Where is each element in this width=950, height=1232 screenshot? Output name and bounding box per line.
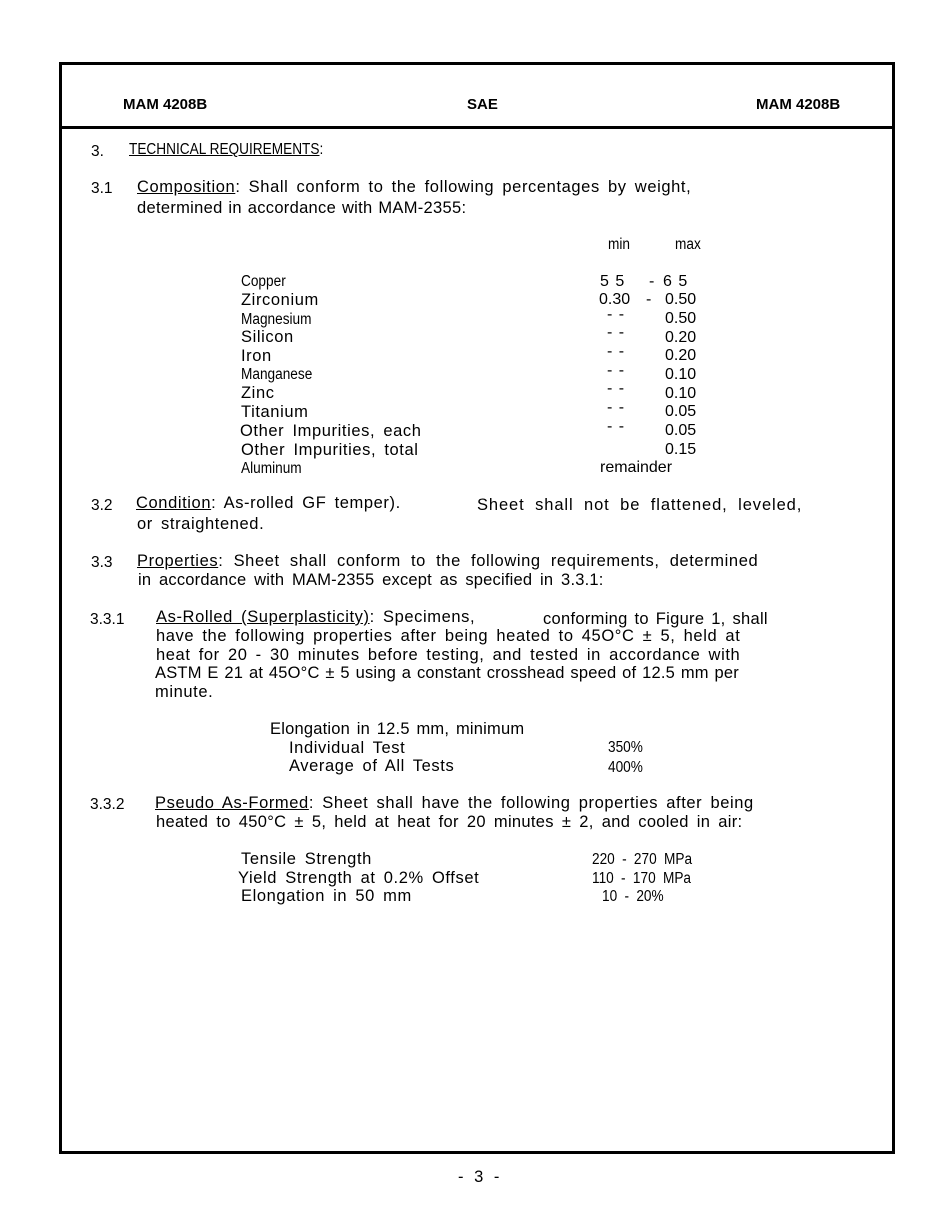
composition-min: - -	[607, 362, 626, 379]
header-doc-id-right: MAM 4208B	[756, 96, 841, 113]
clause-3-2-line1b: Sheet shall not be flattened, leveled,	[477, 496, 803, 514]
clause-3-3-1-number: 3.3.1	[90, 611, 125, 628]
property-row-value: 10 - 20%	[602, 888, 664, 905]
elongation-row-value: 400%	[608, 759, 643, 776]
clause-3-2-heading: Condition	[136, 494, 212, 512]
clause-3-3-2-heading: Pseudo As-Formed	[155, 794, 309, 812]
composition-min: - -	[607, 343, 626, 360]
header-org: SAE	[467, 96, 498, 113]
clause-3-3-text: : Sheet shall conform to the following requirements, determined	[218, 552, 759, 570]
composition-element: Zirconium	[241, 291, 319, 309]
composition-max: 0.05	[665, 422, 697, 439]
elongation-row-label: Individual Test	[289, 739, 406, 757]
composition-element: Magnesium	[241, 311, 312, 328]
composition-min: - -	[607, 418, 626, 435]
clause-3-3-1-line2: have the following properties after being heated to 45O°C ± 5, held at	[156, 627, 741, 645]
composition-sep: -	[646, 291, 652, 308]
header-divider	[59, 126, 895, 129]
composition-max: 6 5	[663, 273, 689, 290]
clause-3-3-line1	[137, 552, 758, 571]
clause-3-3-line2: in accordance with MAM-2355 except as specified in 3.3.1:	[138, 571, 604, 589]
composition-min: - -	[607, 306, 626, 323]
clause-3-3-1-line4: ASTM E 21 at 45O°C ± 5 using a constant crosshead speed of 12.5 mm per	[155, 664, 739, 682]
composition-max: 0.50	[665, 291, 697, 308]
composition-min: 0.30	[599, 291, 631, 308]
composition-element: Other Impurities, total	[241, 441, 419, 459]
clause-3-3-number: 3.3	[91, 554, 113, 571]
section-title-colon: :	[319, 141, 324, 158]
composition-min: remainder	[600, 459, 673, 476]
header-doc-id-left: MAM 4208B	[123, 96, 208, 113]
clause-3-1-text: : Shall conform to the following percentages by weight,	[235, 178, 692, 196]
clause-3-3-1-heading: As-Rolled (Superplasticity)	[156, 608, 370, 626]
composition-element: Other Impurities, each	[240, 422, 422, 440]
clause-3-1-line2: determined in accordance with MAM-2355:	[137, 199, 467, 217]
composition-element: Zinc	[241, 384, 275, 402]
composition-element: Copper	[241, 273, 286, 290]
property-row-label: Elongation in 50 mm	[241, 887, 412, 905]
clause-3-3-1-line1b: conforming to Figure 1, shall	[543, 610, 768, 628]
elongation-row-label: Average of All Tests	[289, 757, 455, 775]
composition-max: 0.50	[665, 310, 697, 327]
clause-3-3-2-text: : Sheet shall have the following properties after being	[308, 794, 754, 812]
clause-3-3-2-line1	[155, 794, 843, 813]
property-row-value: 110 - 170 MPa	[592, 870, 692, 887]
clause-3-1-number: 3.1	[91, 180, 113, 197]
composition-min: - -	[607, 399, 626, 416]
clause-3-3-1-line1a	[156, 608, 475, 627]
col-header-max: max	[675, 236, 701, 253]
elongation-table-title: Elongation in 12.5 mm, minimum	[270, 720, 525, 738]
composition-max: 0.10	[665, 366, 697, 383]
page-number: - 3 -	[458, 1168, 501, 1186]
clause-3-2-line1a	[136, 494, 401, 513]
clause-3-2-number: 3.2	[91, 497, 113, 514]
composition-max: 0.20	[665, 347, 697, 364]
property-row-label: Yield Strength at 0.2% Offset	[238, 869, 480, 887]
section-title	[129, 141, 323, 159]
composition-sep: -	[649, 273, 655, 290]
composition-min: - -	[607, 380, 626, 397]
composition-min: 5 5	[600, 273, 626, 290]
property-row-value: 220 - 270 MPa	[592, 851, 693, 868]
clause-3-3-1-line5: minute.	[155, 683, 214, 701]
clause-3-3-2-line2: heated to 450°C ± 5, held at heat for 20 minutes ± 2, and cooled in air:	[156, 813, 743, 831]
composition-element: Titanium	[241, 403, 309, 421]
composition-max: 0.05	[665, 403, 697, 420]
composition-element: Silicon	[241, 328, 294, 346]
clause-3-3-heading: Properties	[137, 552, 219, 570]
clause-3-2-line2: or straightened.	[137, 515, 265, 533]
section-number: 3.	[91, 143, 104, 160]
clause-3-3-1-line3: heat for 20 - 30 minutes before testing, and tested in accordance with	[156, 646, 741, 664]
composition-max: 0.20	[665, 329, 697, 346]
elongation-row-value: 350%	[608, 739, 643, 756]
composition-max: 0.10	[665, 385, 697, 402]
col-header-min: min	[608, 236, 630, 253]
clause-3-3-2-number: 3.3.2	[90, 796, 125, 813]
property-row-label: Tensile Strength	[241, 850, 372, 868]
composition-element: Aluminum	[241, 460, 302, 477]
composition-element: Iron	[241, 347, 272, 365]
composition-element: Manganese	[241, 366, 313, 383]
composition-min: - -	[607, 324, 626, 341]
section-title-text: TECHNICAL REQUIREMENTS	[129, 141, 320, 158]
clause-3-1-heading: Composition	[137, 178, 236, 196]
clause-3-3-1-text: : Specimens,	[369, 608, 476, 626]
clause-3-2-text: : As-rolled GF temper).	[211, 494, 401, 512]
composition-max: 0.15	[665, 441, 697, 458]
clause-3-1-line1	[137, 178, 691, 197]
